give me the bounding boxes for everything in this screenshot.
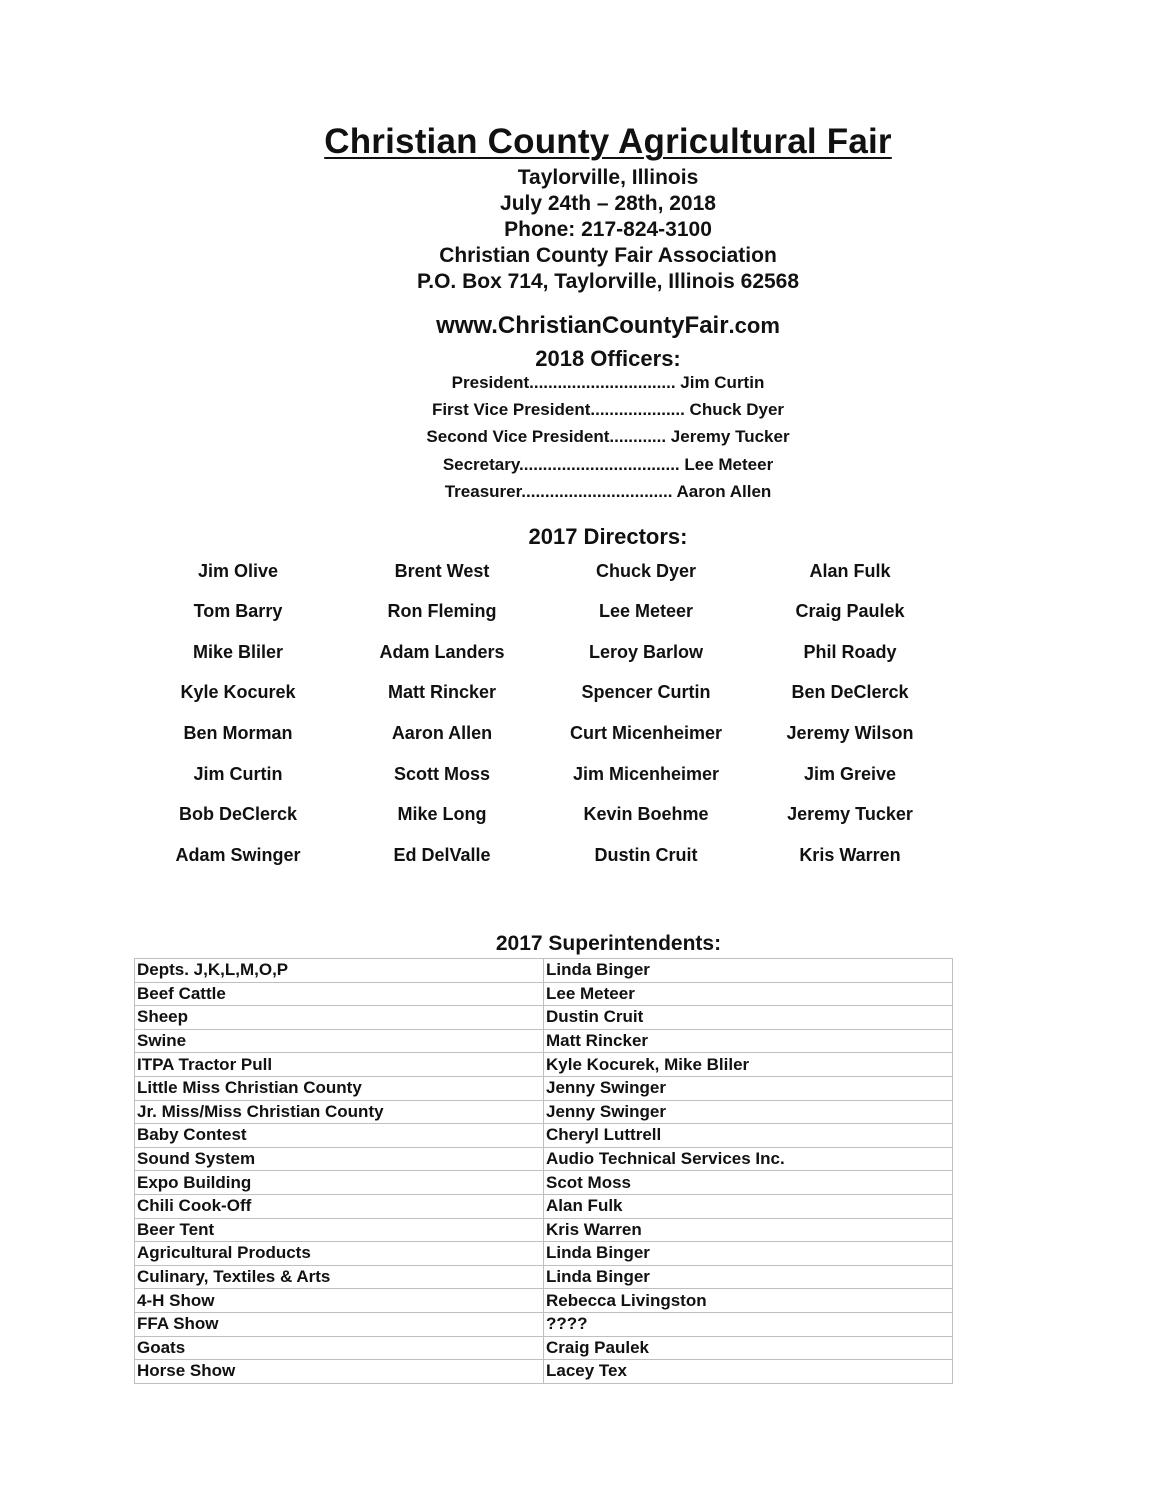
director-name: Adam Landers (379, 642, 505, 662)
fair-dates: July 24th – 28th, 2018 (500, 192, 716, 215)
table-row (135, 982, 953, 1006)
director-name: Scott Moss (393, 764, 490, 784)
table-row (135, 1147, 953, 1171)
superintendent-cell: Rebecca Livingston (544, 1289, 953, 1313)
department-cell: ITPA Tractor Pull (135, 1053, 544, 1077)
director-name: Craig Paulek (795, 601, 905, 621)
table-row (135, 1053, 953, 1077)
superintendent-cell: Dustin Cruit (544, 1006, 953, 1030)
table-row (135, 1006, 953, 1030)
department-cell: Sheep (135, 1006, 544, 1030)
superintendent-cell: Linda Binger (544, 1265, 953, 1289)
director-name: Mike Bliler (192, 642, 284, 662)
officer-president: President............................... Jim Curtin (451, 373, 765, 392)
director-name: Jim Micenheimer (572, 764, 720, 784)
superintendent-cell: Linda Binger (544, 1242, 953, 1266)
department-cell: Horse Show (135, 1360, 544, 1384)
department-cell: Expo Building (135, 1171, 544, 1195)
superintendents-heading: 2017 Superintendents: (495, 932, 722, 955)
director-name: Tom Barry (193, 601, 283, 621)
director-name: Dustin Cruit (594, 845, 698, 865)
fair-city: Taylorville, Illinois (517, 166, 699, 189)
department-cell: Agricultural Products (135, 1242, 544, 1266)
department-cell: Swine (135, 1029, 544, 1053)
superintendent-cell: Cheryl Luttrell (544, 1124, 953, 1148)
table-row (135, 959, 953, 983)
director-name: Alan Fulk (809, 561, 891, 581)
table-row (135, 1336, 953, 1360)
director-name: Jeremy Wilson (786, 723, 914, 743)
director-name: Jeremy Tucker (787, 804, 913, 824)
superintendent-cell: Lee Meteer (544, 982, 953, 1006)
director-name: Kris Warren (799, 845, 901, 865)
superintendent-cell: Jenny Swinger (544, 1100, 953, 1124)
director-name: Ben Morman (183, 723, 293, 743)
department-cell: Beef Cattle (135, 982, 544, 1006)
page-title: Christian County Agricultural Fair (324, 122, 892, 161)
director-name: Jim Curtin (193, 764, 283, 784)
table-row (135, 1242, 953, 1266)
table-row (135, 1124, 953, 1148)
table-row (135, 1171, 953, 1195)
table-row (135, 1100, 953, 1124)
director-name: Bob DeClerck (178, 804, 298, 824)
department-cell: Beer Tent (135, 1218, 544, 1242)
director-name: Phil Roady (803, 642, 897, 662)
officers-heading: 2018 Officers: (535, 346, 681, 371)
director-name: Adam Swinger (175, 845, 301, 865)
superintendent-cell: Scot Moss (544, 1171, 953, 1195)
director-name: Curt Micenheimer (569, 723, 723, 743)
director-name: Ben DeClerck (791, 682, 909, 702)
officer-first-vice-president: First Vice President.................... Chuck Dyer (431, 400, 785, 419)
director-name: Ed DelValle (393, 845, 491, 865)
director-name: Kyle Kocurek (180, 682, 296, 702)
director-name: Mike Long (397, 804, 487, 824)
superintendent-cell: Craig Paulek (544, 1336, 953, 1360)
director-name: Chuck Dyer (595, 561, 697, 581)
officer-second-vice-president: Second Vice President............ Jeremy Tucker (426, 427, 790, 446)
director-name: Leroy Barlow (588, 642, 704, 662)
superintendent-cell: Lacey Tex (544, 1360, 953, 1384)
website-url (0, 312, 1156, 340)
director-name: Ron Fleming (387, 601, 497, 621)
table-row (135, 1194, 953, 1218)
table-row (135, 1289, 953, 1313)
department-cell: Culinary, Textiles & Arts (135, 1265, 544, 1289)
department-cell: Goats (135, 1336, 544, 1360)
director-name: Lee Meteer (598, 601, 694, 621)
table-row (135, 1360, 953, 1384)
table-row (135, 1076, 953, 1100)
department-cell: Depts. J,K,L,M,O,P (135, 959, 544, 983)
director-name: Jim Olive (197, 561, 279, 581)
website-tld: .com (728, 313, 780, 338)
fair-phone: Phone: 217-824-3100 (504, 218, 712, 241)
superintendent-cell: Alan Fulk (544, 1194, 953, 1218)
officer-treasurer: Treasurer................................ Aaron Allen (444, 482, 772, 501)
superintendent-cell: Kyle Kocurek, Mike Bliler (544, 1053, 953, 1077)
superintendent-cell: Audio Technical Services Inc. (544, 1147, 953, 1171)
superintendents-table (134, 958, 953, 1384)
director-name: Jim Greive (803, 764, 897, 784)
department-cell: Jr. Miss/Miss Christian County (135, 1100, 544, 1124)
department-cell: Sound System (135, 1147, 544, 1171)
department-cell: FFA Show (135, 1312, 544, 1336)
directors-heading: 2017 Directors: (528, 524, 688, 549)
superintendent-cell: Kris Warren (544, 1218, 953, 1242)
superintendent-cell: Matt Rincker (544, 1029, 953, 1053)
director-name: Matt Rincker (387, 682, 497, 702)
fair-address: P.O. Box 714, Taylorville, Illinois 62568 (416, 270, 800, 293)
director-name: Aaron Allen (391, 723, 493, 743)
director-name: Brent West (394, 561, 490, 581)
department-cell: Little Miss Christian County (135, 1076, 544, 1100)
superintendent-cell: Jenny Swinger (544, 1076, 953, 1100)
director-name: Spencer Curtin (581, 682, 711, 702)
superintendent-cell: ???? (544, 1312, 953, 1336)
department-cell: Baby Contest (135, 1124, 544, 1148)
table-row (135, 1312, 953, 1336)
website-domain: www.ChristianCountyFair (436, 312, 729, 339)
superintendent-cell: Linda Binger (544, 959, 953, 983)
officer-secretary: Secretary.................................. Lee Meteer (442, 455, 774, 474)
department-cell: Chili Cook-Off (135, 1194, 544, 1218)
table-row (135, 1029, 953, 1053)
department-cell: 4-H Show (135, 1289, 544, 1313)
director-name: Kevin Boehme (583, 804, 709, 824)
table-row (135, 1265, 953, 1289)
table-row (135, 1218, 953, 1242)
fair-association: Christian County Fair Association (439, 244, 777, 267)
